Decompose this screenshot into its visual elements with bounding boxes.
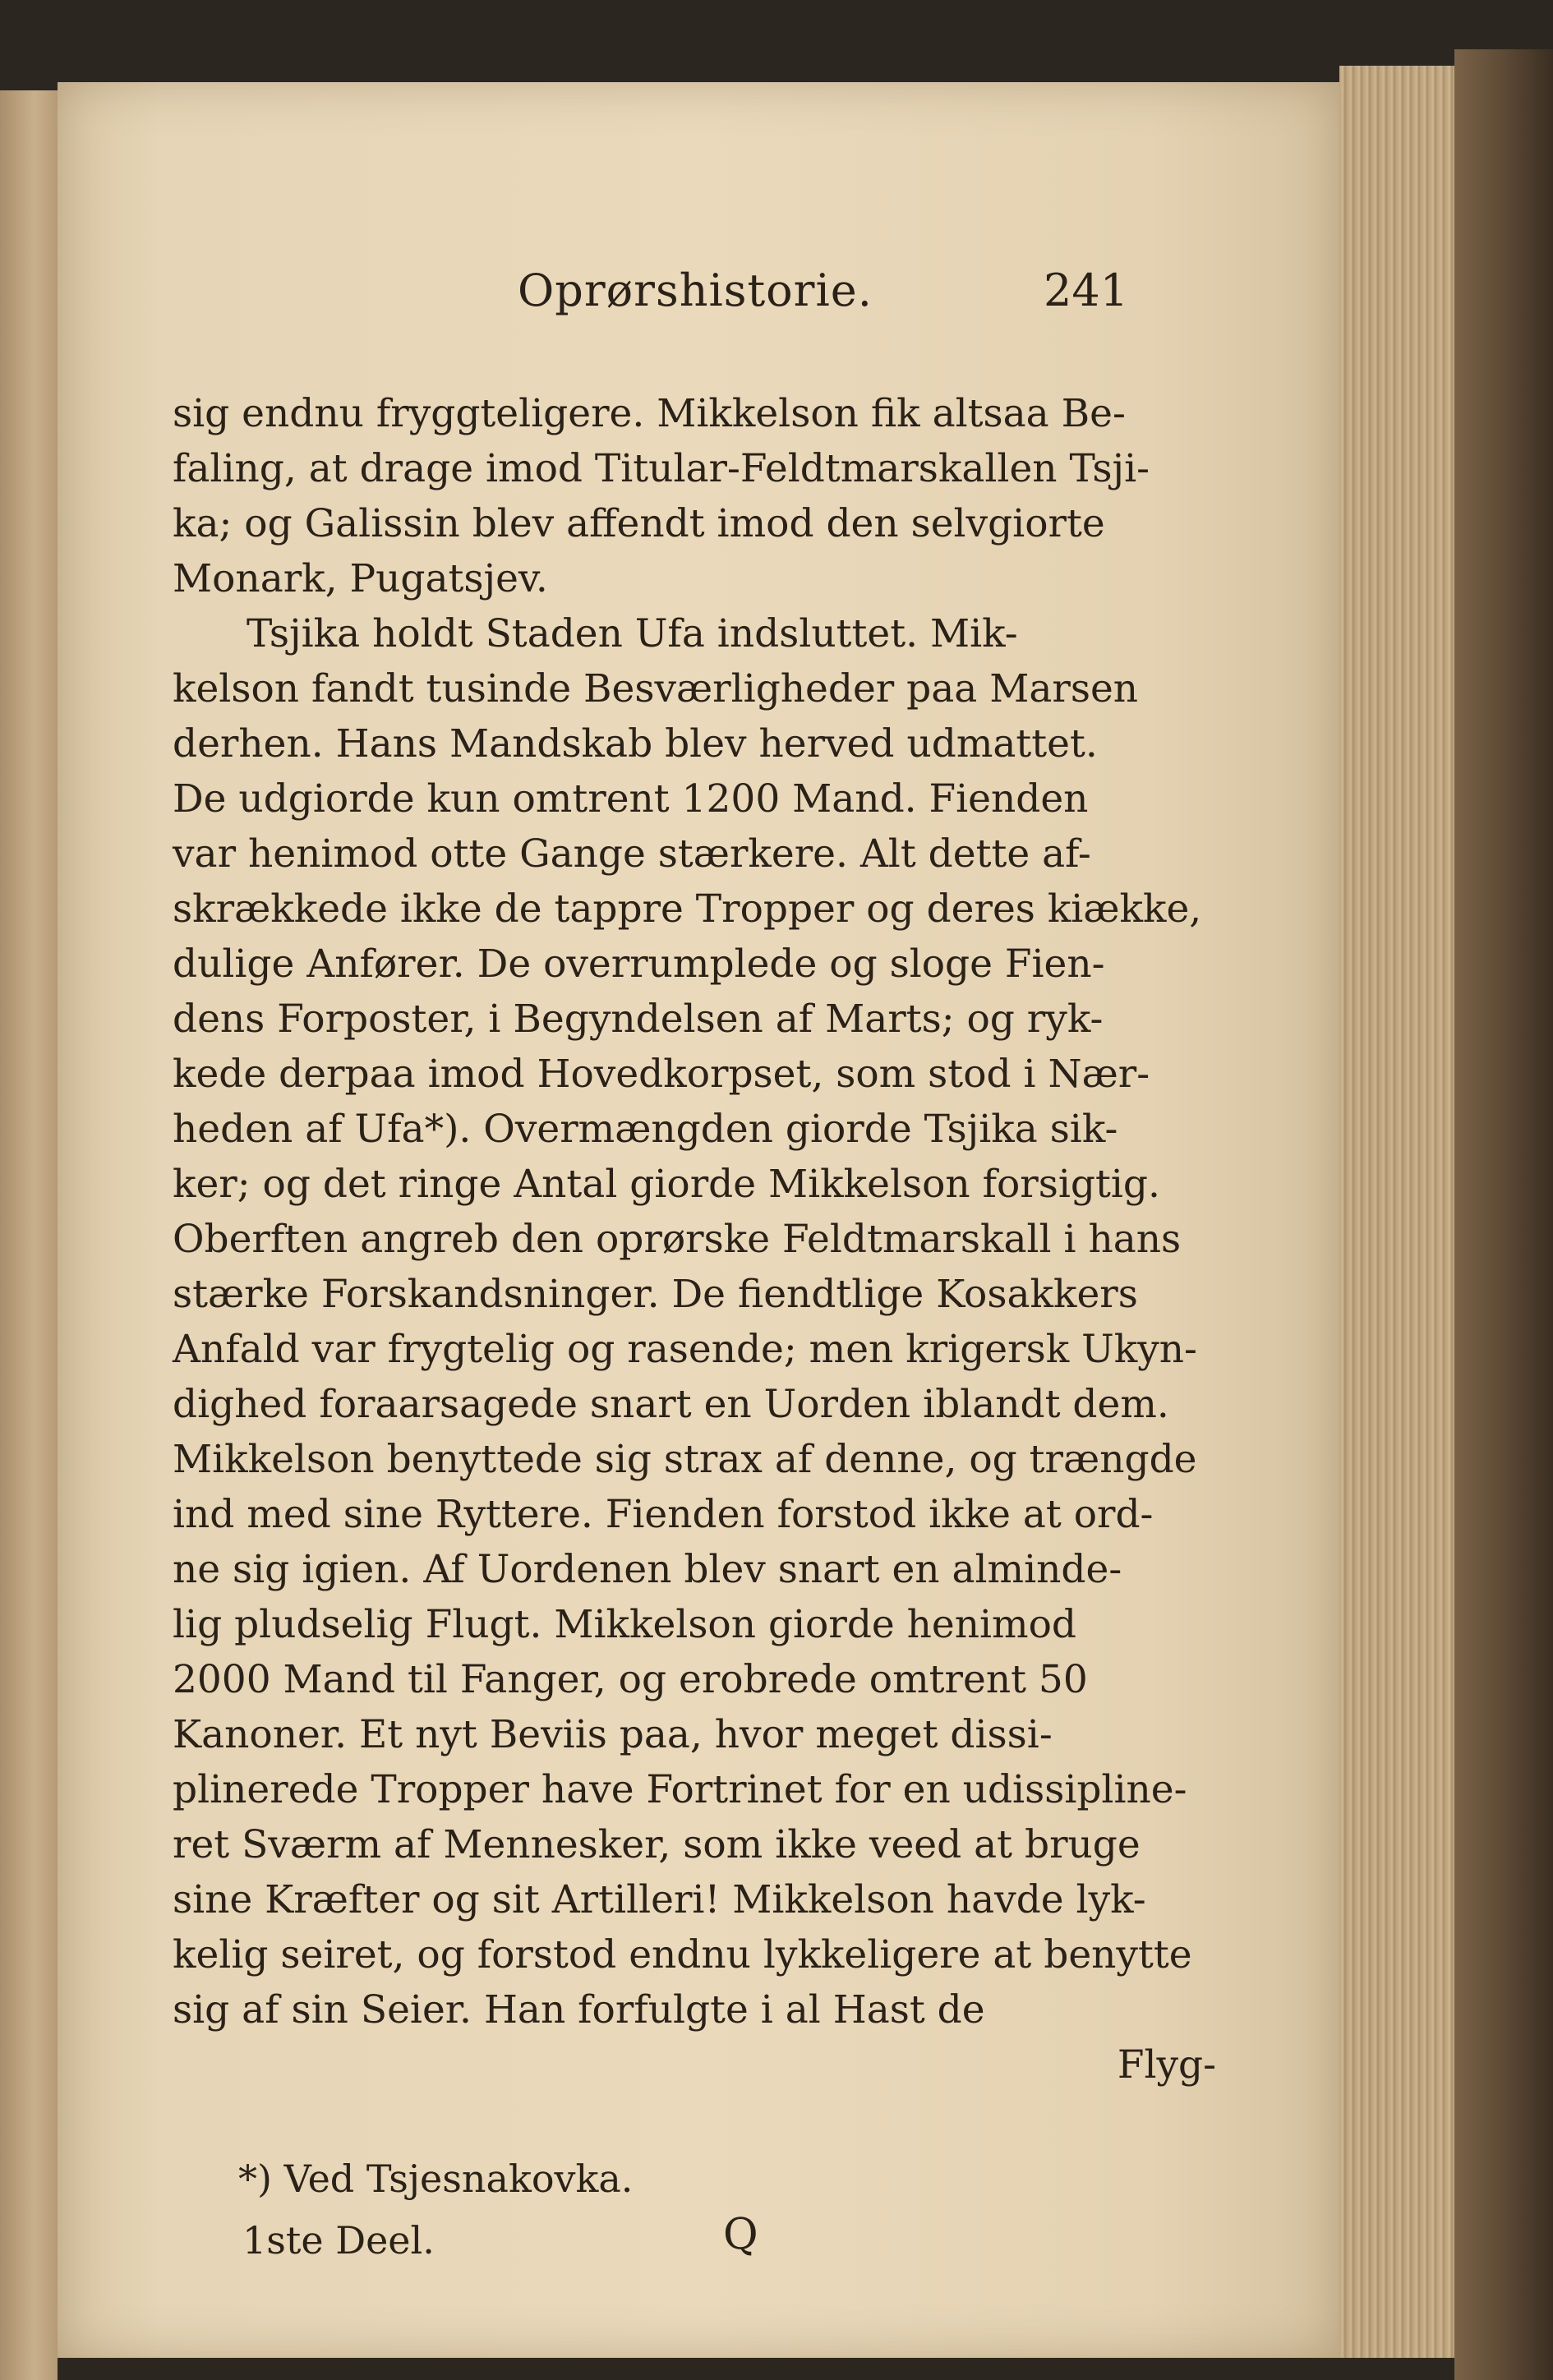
text-line: sig endnu fryggteligere. Mikkelson fik altsaa Be-: [173, 391, 1126, 436]
left-page-edge: [0, 90, 58, 2380]
text-line: lig pludselig Flugt. Mikkelson giorde henimod: [173, 1602, 1077, 1647]
running-title: Oprørshistorie.: [518, 265, 873, 316]
text-line: Monark, Pugatsjev.: [173, 556, 548, 601]
text-line: Anfald var frygtelig og rasende; men krigersk Ukyn-: [173, 1327, 1197, 1372]
text-line: kede derpaa imod Hovedkorpset, som stod i Nær-: [173, 1052, 1150, 1097]
text-line: ker; og det ringe Antal giorde Mikkelson forsigtig.: [173, 1162, 1160, 1207]
page-header: [58, 265, 1339, 330]
body-text: [173, 386, 1216, 2092]
footnote: *) Ved Tsjesnakovka.: [238, 2157, 634, 2201]
text-line: faling, at drage imod Titular-Feldtmarskallen Tsji-: [173, 446, 1150, 491]
text-line: kelig seiret, og forstod endnu lykkeligere at benytte: [173, 1932, 1192, 1977]
text-line: Oberften angreb den oprørske Feldtmarskall i hans: [173, 1217, 1182, 1262]
text-line: stærke Forskandsninger. De fiendtlige Kosakkers: [173, 1272, 1138, 1317]
text-line: De udgiorde kun omtrent 1200 Mand. Fienden: [173, 776, 1089, 822]
catchword: Flyg-: [1117, 2042, 1216, 2088]
page-block-edges: [1339, 66, 1454, 2358]
text-line: 2000 Mand til Fanger, og erobrede omtrent 50: [173, 1657, 1088, 1702]
book-cover: [1454, 49, 1553, 2380]
text-line: Kanoner. Et nyt Beviis paa, hvor meget dissi-: [173, 1712, 1053, 1757]
signature-mark: Q: [723, 2210, 758, 2259]
text-line: plinerede Tropper have Fortrinet for en udissipline-: [173, 1767, 1187, 1812]
text-line: ret Sværm af Mennesker, som ikke veed at bruge: [173, 1822, 1141, 1867]
text-line: Tsjika holdt Staden Ufa indsluttet. Mik-: [247, 611, 1018, 656]
text-line: skrækkede ikke de tappre Tropper og deres kiække,: [173, 886, 1202, 932]
text-line: dens Forposter, i Begyndelsen af Marts; og ryk-: [173, 997, 1104, 1042]
text-line: ka; og Galissin blev affendt imod den selvgiorte: [173, 501, 1105, 546]
signature-volume: 1ste Deel.: [242, 2218, 435, 2263]
text-line: sig af sin Seier. Han forfulgte i al Hast de: [173, 1987, 985, 2032]
text-line: ne sig igien. Af Uordenen blev snart en alminde-: [173, 1547, 1122, 1592]
text-line: sine Kræfter og sit Artilleri! Mikkelson havde lyk-: [173, 1877, 1146, 1922]
text-line: derhen. Hans Mandskab blev herved udmattet.: [173, 721, 1098, 766]
text-line: kelson fandt tusinde Besværligheder paa Marsen: [173, 666, 1139, 711]
text-line: ind med sine Ryttere. Fienden forstod ikke at ord-: [173, 1492, 1154, 1537]
text-line: dighed foraarsagede snart en Uorden iblandt dem.: [173, 1382, 1169, 1427]
book-page: [58, 82, 1339, 2358]
text-line: heden af Ufa*). Overmængden giorde Tsjika sik-: [173, 1107, 1118, 1152]
text-line: Mikkelson benyttede sig strax af denne, og trængde: [173, 1437, 1197, 1482]
text-line: var henimod otte Gange stærkere. Alt dette af-: [173, 831, 1091, 877]
page-number: 241: [1044, 265, 1129, 316]
text-line: dulige Anfører. De overrumplede og sloge Fien-: [173, 941, 1105, 987]
